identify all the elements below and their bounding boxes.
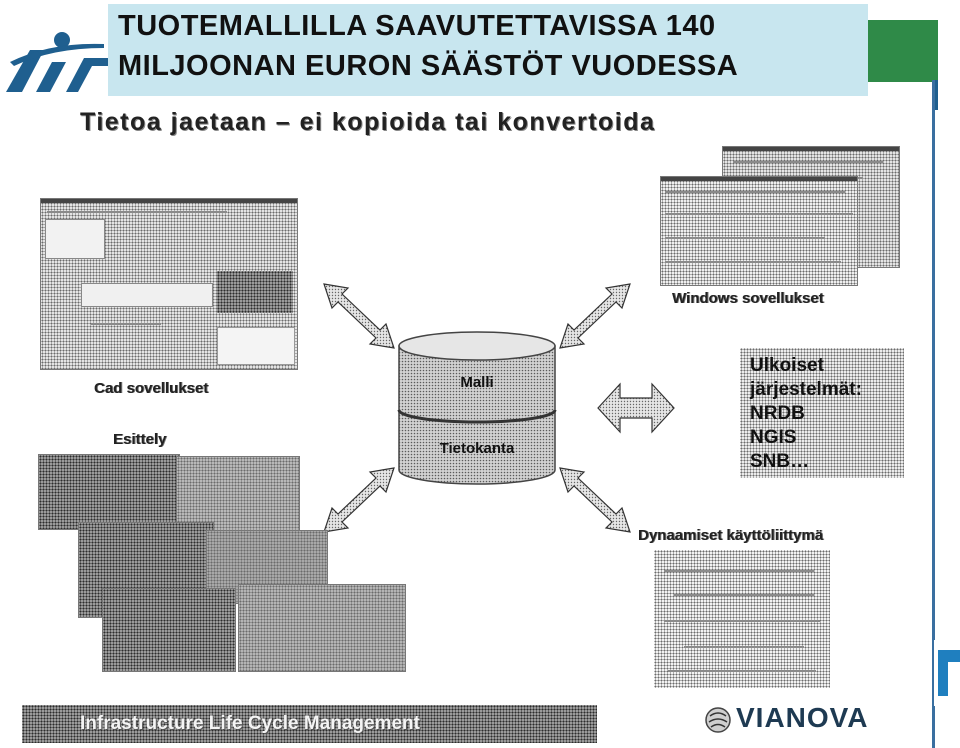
logo-left-icon (0, 22, 108, 104)
arrow-icon (596, 382, 676, 434)
logo-right-bottom-icon (934, 640, 960, 706)
dynamic-label: Dynaamiset käyttöliittymä (638, 527, 824, 544)
external-line: järjestelmät: (750, 379, 862, 400)
external-line: SNB… (750, 451, 810, 472)
dynamic-ui-image (654, 550, 830, 688)
cad-screenshot (40, 198, 298, 370)
logo-right-icon (868, 20, 960, 110)
model-label: Malli (460, 374, 494, 391)
subtitle: Tietoa jaetaan – ei kopioida tai konvertoida (80, 108, 656, 136)
arrow-icon (558, 466, 632, 534)
windows-label: Windows sovellukset (672, 290, 824, 307)
arrow-icon (322, 282, 396, 350)
title-box (108, 4, 868, 96)
presentation-image (102, 588, 236, 672)
footer-bar (22, 705, 597, 743)
cylinder-text (395, 330, 559, 486)
footer-text: Infrastructure Life Cycle Management (80, 713, 420, 734)
arrow-icon (558, 282, 632, 350)
arrow-icon (322, 466, 396, 534)
cad-label: Cad sovellukset (94, 380, 209, 397)
title-line-1: TUOTEMALLILLA SAAVUTETTAVISSA 140 (118, 10, 716, 42)
windows-screenshot-front (660, 176, 858, 286)
vianova-logo-icon (704, 706, 732, 734)
external-line: Ulkoiset (750, 355, 824, 376)
presentation-image (238, 584, 406, 672)
external-line: NGIS (750, 427, 797, 448)
external-line: NRDB (750, 403, 805, 424)
esittely-label: Esittely (113, 431, 167, 448)
title-line-2: MILJOONAN EURON SÄÄSTÖT VUODESSA (118, 50, 739, 82)
database-label: Tietokanta (439, 440, 515, 457)
brand-name: VIANOVA (736, 702, 869, 733)
external-systems-box (740, 348, 904, 478)
presentation-image (38, 454, 180, 530)
